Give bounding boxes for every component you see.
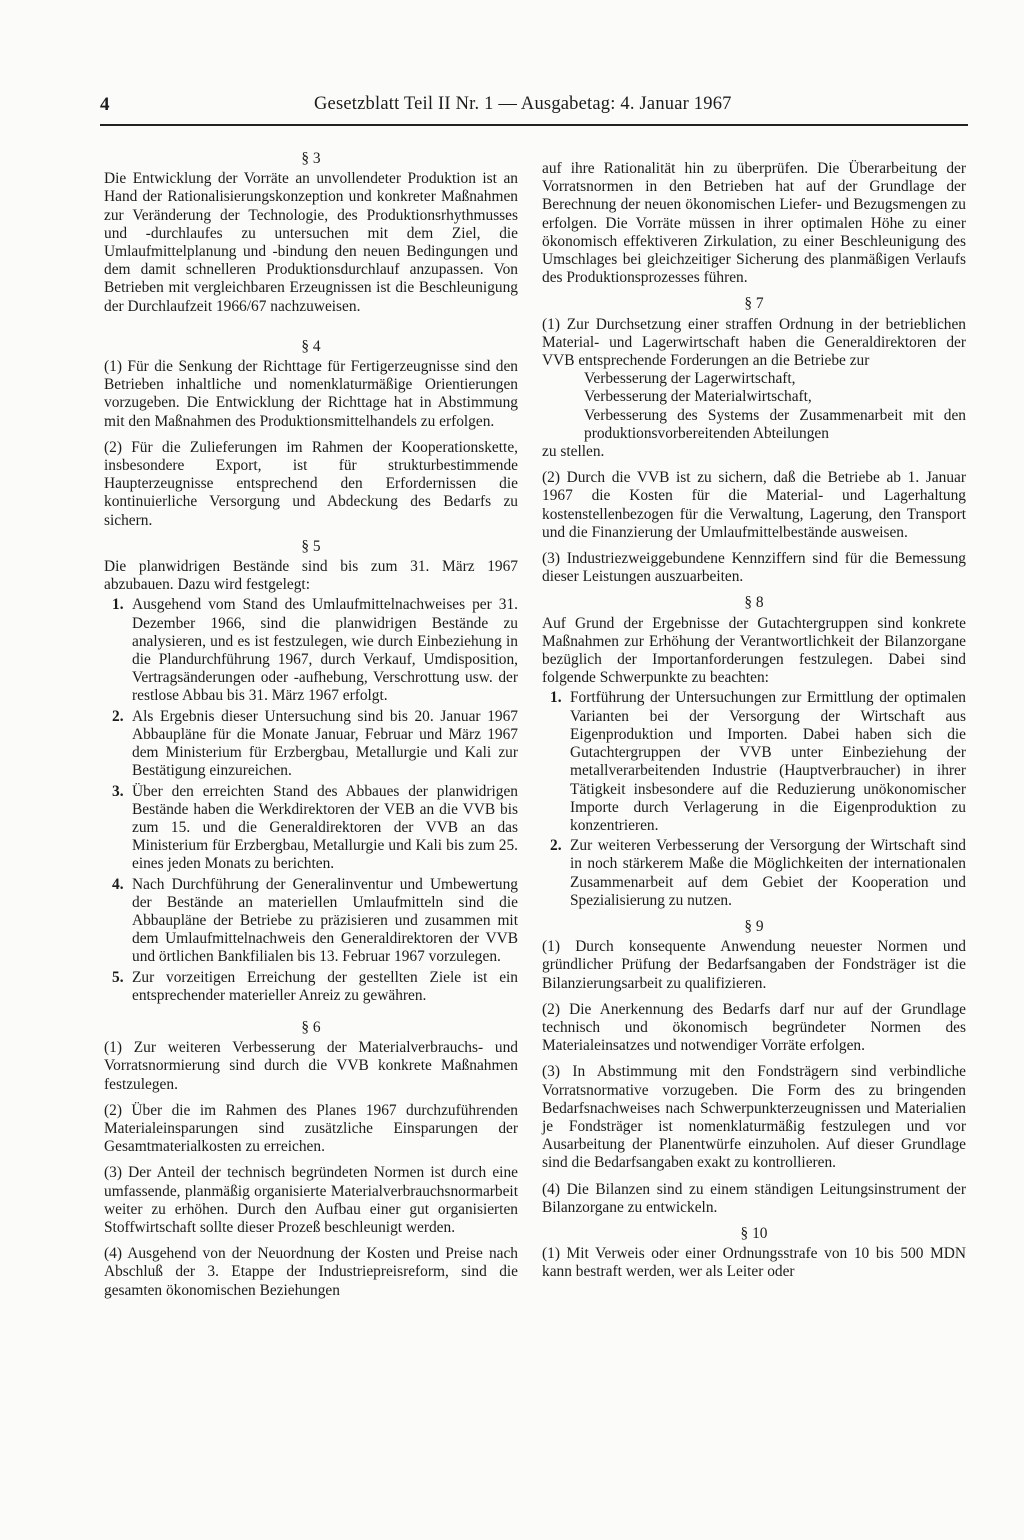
list-number: 1. — [112, 596, 124, 614]
numbered-list — [104, 596, 518, 1004]
section-heading: § 9 — [744, 917, 764, 935]
paragraph: auf ihre Rationalität hin zu überprüfen. Die Überarbeitung der Vorratsnormen in den Betrieben hat auf der Grundlage der Berechnung der neuen ökonomischen Liefer- und Bezugsmengen zu erfolgen. Die Vorräte müssen in ihrer optimalen Höhe zu einer ökonomisch effektiveren Zirkulation, zu einer Beschleunigung des Umschlages bei gleichzeitiger Sicherung des planmäßigen Verlaufs des Produktionsprozesses führen. — [542, 160, 966, 287]
list-number: 4. — [112, 875, 124, 893]
list-text: Zur vorzeitigen Erreichung der gestellten Ziele ist ein entsprechender materieller Anreiz zu gewähren. — [132, 968, 518, 1004]
paragraph: Die Entwicklung der Vorräte an unvollendeter Produktion ist an Hand der Rationalisierungskonzeption und konkreter Maßnahmen zur Veränderung der Technologie, des Produktionsrhythmusses und -durchlaufes zu untersuchen mit dem Ziel, die Umlaufmittelplanung und -bindung den neuen Bedingungen und dem damit schnelleren Produktionsdurchlauf anzupassen. Von Betrieben mit vergleichbaren Erzeugnissen ist die Beschleunigung der Durchlaufzeit 1966/67 nachzuweisen. — [104, 170, 518, 315]
section-heading: § 5 — [301, 537, 321, 555]
section-heading: § 4 — [301, 337, 321, 355]
list-number: 1. — [550, 689, 562, 707]
list-item — [542, 689, 966, 835]
list-item: Verbesserung der Lagerwirtschaft, — [584, 370, 796, 388]
paragraph: (3) Industriezweiggebundene Kennziffern sind für die Bemessung dieser Leistungen auszuarbeiten. — [542, 550, 966, 586]
paragraph: Auf Grund der Ergebnisse der Gutachtergruppen sind konkrete Maßnahmen zur Erhöhung der Verantwortlichkeit der Bilanzorgane bezüglich der Importanforderungen festzulegen. Dabei sind folgende Schwerpunkte zu beachten: — [542, 614, 966, 687]
list-item: Verbesserung der Materialwirtschaft, — [584, 388, 812, 406]
list-item — [104, 596, 518, 705]
list-text: Über den erreichten Stand des Abbaues der planwidrigen Bestände haben die Werkdirektoren der VEB an die VVB bis zum 15. und die Generaldirektoren der VVB an das Ministerium für Erzbergbau, Metallurgie und Kali bis zum 25. eines jeden Monats zu berichten. — [132, 782, 518, 873]
list-text: Ausgehend vom Stand des Umlaufmittelnachweises per 31. Dezember 1966, sind die planwidrigen Bestände zu analysieren, und es ist festzulegen, wie durch Einbeziehung in die Plandurchführung 1967, durch Verkauf, Umdisposition, Vertragsänderungen oder -aufhebung, Verschrottung usw. der restlose Abbau bis 31. März 1967 erfolgt. — [132, 596, 518, 705]
paragraph: (4) Die Bilanzen sind zu einem ständigen Leitungsinstrument der Bilanzorgane zu entwickeln. — [542, 1180, 966, 1216]
paragraph: (2) Für die Zulieferungen im Rahmen der Kooperationskette, insbesondere Export, ist für strukturbestimmende Haupterzeugnisse entsprechend den Erfordernissen die kontinuierliche Versorgung und Abdeckung des Bedarfs zu sichern. — [104, 438, 518, 529]
list-number: 5. — [112, 968, 124, 986]
paragraph: (1) Zur weiteren Verbesserung der Materialverbrauchs- und Vorratsnormierung sind durch die VVB konkrete Maßnahmen festzulegen. — [104, 1039, 518, 1093]
list-item — [104, 783, 518, 874]
paragraph: Die planwidrigen Bestände sind bis zum 31. März 1967 abzubauen. Dazu wird festgelegt: — [104, 558, 518, 594]
indented-list — [542, 370, 966, 443]
right-column — [542, 160, 966, 1290]
list-number: 2. — [112, 707, 124, 725]
section-heading: § 8 — [744, 594, 764, 612]
paragraph: (1) Durch konsequente Anwendung neuester Normen und gründlicher Prüfung der Bedarfsangaben der Fondsträger ist die Bilanzierungsarbeit zu qualifizieren. — [542, 938, 966, 992]
section-heading: § 7 — [744, 295, 764, 313]
list-item — [104, 708, 518, 781]
numbered-list — [542, 689, 966, 909]
section-heading: § 6 — [301, 1018, 321, 1036]
paragraph: (3) In Abstimmung mit den Fondsträgern sind verbindliche Vorratsnormative vorzugeben. Die Form des zu bringenden Bedarfsnachweises nach Schwerpunkterzeugnissen und Materialien je Fondsträger ist nomenklaturmäßig festzulegen und vor Ausarbeitung der Planentwürfe einzuholen. Auf dieser Grundlage sind die Bedarfsangaben exakt zu kontrollieren. — [542, 1063, 966, 1172]
list-number: 3. — [112, 782, 124, 800]
list-item: Verbesserung des Systems der Zusammenarbeit mit den produktionsvorbereitenden Abteilungen — [584, 406, 966, 442]
list-text: Nach Durchführung der Generalinventur und Umbewertung der Bestände an materiellen Umlaufmitteln sind die Abbaupläne der Betriebe zu präzisieren und zusammen mit dem Umlaufmittelnachweis den Generaldirektoren der VVB und örtlichen Bankfilialen bis 13. Februar 1967 vorzulegen. — [132, 875, 518, 966]
list-number: 2. — [550, 837, 562, 855]
list-item — [104, 969, 518, 1005]
page-number: 4 — [100, 94, 110, 115]
list-text: Fortführung der Untersuchungen zur Ermittlung der optimalen Varianten bei der Versorgung der Wirtschaft aus Eigenproduktion und Importen. Dabei haben sich die Gutachtergruppen der VVB unter Einbeziehung der metallverarbeitenden Industrie (Hauptverbraucher) in ihrer Tätigkeit insbesondere auf die Reduzierung unökonomischer Importe durch Verlagerung in die Eigenproduktion zu konzentrieren. — [570, 689, 966, 834]
paragraph: (2) Durch die VVB ist zu sichern, daß die Betriebe ab 1. Januar 1967 die Kosten für die Material- und Lagerhaltung kostenstellenbezogen für die Verwaltung, Lagerung, den Transport und die Finanzierung der Umlaufmittelbestände ausweisen. — [542, 469, 966, 541]
paragraph: (3) Der Anteil der technisch begründeten Normen ist durch eine umfassende, planmäßig organisierte Materialverbrauchsnormarbeit weiter zu erhöhen. Durch den Aufbau einer gut organisierten Stoffwirtschaft sollte dieser Prozeß beschleunigt werden. — [104, 1164, 518, 1236]
paragraph: (1) Für die Senkung der Richttage für Fertigerzeugnisse sind den Betrieben inhaltliche und nomenklaturmäßige Orientierungen vorzugeben. Die Entwicklung der Richttage hat in Abstimmung mit den Maßnahmen des Produktionsmittelhandels zu erfolgen. — [104, 358, 518, 430]
list-text: Als Ergebnis dieser Untersuchung sind bis 20. Januar 1967 Abbaupläne für die Monate Januar, Februar und März 1967 dem Ministerium für Erzbergbau, Metallurgie und Kali zur Bestätigung einzureichen. — [132, 707, 518, 780]
paragraph: (1) Zur Durchsetzung einer straffen Ordnung in der betrieblichen Material- und Lagerwirtschaft haben die Generaldirektoren der VVB entsprechende Forderungen an die Betriebe zur — [542, 315, 966, 370]
page-header — [100, 94, 968, 126]
paragraph: (2) Über die im Rahmen des Planes 1967 durchzuführenden Materialeinsparungen sind zusätzliche Einsparungen der Gesamtmaterialkosten zu erreichen. — [104, 1101, 518, 1156]
list-item — [542, 837, 966, 910]
paragraph: (4) Ausgehend von der Neuordnung der Kosten und Preise nach Abschluß der 3. Etappe der Industriepreisreform, sind die gesamten ökonomischen Beziehungen — [104, 1245, 518, 1299]
paragraph: zu stellen. — [542, 443, 605, 461]
section-heading: § 3 — [301, 150, 321, 167]
section-heading: § 10 — [740, 1224, 768, 1242]
paragraph: (2) Die Anerkennung des Bedarfs darf nur auf der Grundlage technisch und ökonomisch begründeter Normen des Materialeinsatzes und notwendiger Vorräte erfolgen. — [542, 1000, 966, 1055]
paragraph: (1) Mit Verweis oder einer Ordnungsstrafe von 10 bis 500 MDN kann bestraft werden, wer als Leiter oder — [542, 1245, 966, 1281]
header-title: Gesetzblatt Teil II Nr. 1 — Ausgabetag: 4. Januar 1967 — [314, 94, 732, 114]
left-column — [104, 150, 518, 1308]
list-item — [104, 876, 518, 967]
list-text: Zur weiteren Verbesserung der Versorgung der Wirtschaft sind in noch stärkerem Maße die Möglichkeiten der internationalen Zusammenarbeit auf dem Gebiet der Kooperation und Spezialisierung zu nutzen. — [570, 837, 966, 909]
